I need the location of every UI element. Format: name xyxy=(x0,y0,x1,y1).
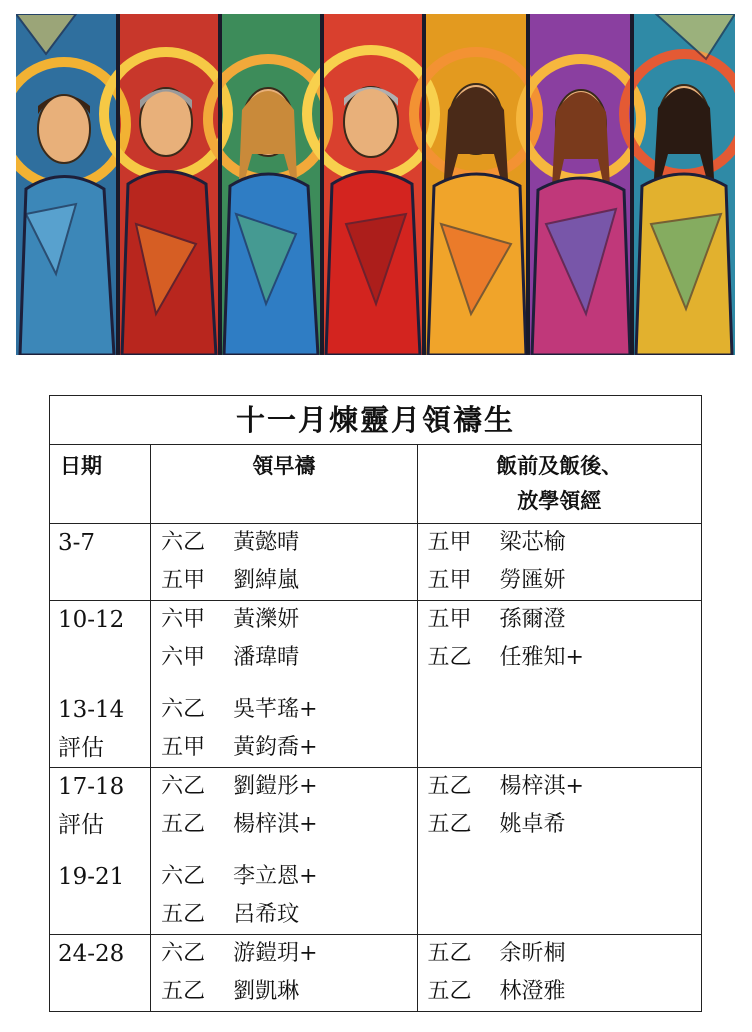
student-name: 吳芊瑤+ xyxy=(233,697,318,722)
student-entry xyxy=(418,524,701,562)
student-name: 黃懿晴 xyxy=(233,530,300,555)
header-date: 日期 xyxy=(50,445,151,524)
student-name: 黃濼妍 xyxy=(233,607,300,632)
student-name: 潘瑋晴 xyxy=(233,645,300,670)
student-name: 梁芯榆 xyxy=(499,530,566,555)
student-name: 楊梓淇+ xyxy=(233,812,318,837)
class-label: 五乙 xyxy=(161,902,206,927)
class-label: 五甲 xyxy=(427,568,472,593)
class-label: 六甲 xyxy=(161,607,206,632)
meal-cell xyxy=(417,768,701,935)
header-meal-line2: 放學領經 xyxy=(517,489,602,513)
student-entry xyxy=(151,729,416,767)
student-name: 呂希玟 xyxy=(233,902,300,927)
header-morning: 領早禱 xyxy=(151,445,417,524)
student-entry xyxy=(151,562,416,600)
date-label: 17-18 xyxy=(58,774,125,800)
table-row xyxy=(50,524,702,601)
morning-cell xyxy=(151,935,417,1012)
date-label: 3-7 xyxy=(58,530,96,556)
header-meal-line1: 飯前及飯後、 xyxy=(496,454,623,478)
meal-cell xyxy=(417,524,701,601)
student-name: 劉凱琳 xyxy=(233,979,300,1004)
student-entry xyxy=(151,935,416,973)
date-cell xyxy=(50,768,151,935)
morning-cell xyxy=(151,524,417,601)
class-label: 五甲 xyxy=(427,607,472,632)
table-row xyxy=(50,601,702,768)
student-name: 勞匯妍 xyxy=(499,568,566,593)
class-label: 六乙 xyxy=(161,941,206,966)
class-label: 五甲 xyxy=(161,568,206,593)
student-entry xyxy=(151,806,416,844)
student-entry xyxy=(151,639,416,677)
student-entry xyxy=(418,601,701,639)
student-entry xyxy=(151,858,416,896)
student-entry xyxy=(151,691,416,729)
student-entry xyxy=(418,639,701,677)
student-entry xyxy=(418,768,701,806)
class-label: 五乙 xyxy=(427,812,472,837)
date-cell xyxy=(50,935,151,1012)
student-name: 劉鎧彤+ xyxy=(233,774,318,799)
student-entry xyxy=(151,973,416,1011)
meal-cell xyxy=(417,601,701,768)
header-meal xyxy=(417,445,701,524)
date-label: 24-28 xyxy=(58,941,125,967)
morning-cell xyxy=(151,601,417,768)
class-label: 六乙 xyxy=(161,864,206,889)
prayer-leader-table xyxy=(49,395,702,1012)
student-entry xyxy=(418,562,701,600)
student-name: 黃鈞喬+ xyxy=(233,735,318,760)
student-name: 劉綽嵐 xyxy=(233,568,300,593)
student-entry xyxy=(151,524,416,562)
date-label: 13-14 xyxy=(58,697,125,723)
student-entry xyxy=(418,935,701,973)
class-label: 五乙 xyxy=(161,979,206,1004)
class-label: 五乙 xyxy=(427,774,472,799)
student-name: 姚卓希 xyxy=(499,812,566,837)
class-label: 五甲 xyxy=(161,735,206,760)
student-name: 游鎧玥+ xyxy=(233,941,318,966)
student-entry xyxy=(418,973,701,1011)
date-label: 19-21 xyxy=(58,864,125,890)
class-label: 六乙 xyxy=(161,774,206,799)
student-entry xyxy=(151,601,416,639)
class-label: 六甲 xyxy=(161,645,206,670)
table-row xyxy=(50,768,702,935)
student-name: 余昕桐 xyxy=(499,941,566,966)
student-entry xyxy=(151,768,416,806)
date-cell xyxy=(50,601,151,768)
class-label: 五甲 xyxy=(427,530,472,555)
student-name: 任雅知+ xyxy=(499,645,584,670)
morning-cell xyxy=(151,768,417,935)
meal-cell xyxy=(417,935,701,1012)
date-cell xyxy=(50,524,151,601)
student-name: 楊梓淇+ xyxy=(499,774,584,799)
student-entry xyxy=(151,896,416,934)
date-label: 10-12 xyxy=(58,607,125,633)
class-label: 六乙 xyxy=(161,697,206,722)
assessment-label: 評估 xyxy=(58,812,104,838)
class-label: 五乙 xyxy=(427,645,472,670)
assessment-label: 評估 xyxy=(58,735,104,761)
student-name: 孫爾澄 xyxy=(499,607,566,632)
student-name: 李立恩+ xyxy=(233,864,318,889)
stained-glass-banner xyxy=(16,14,735,355)
student-name: 林澄雅 xyxy=(499,979,566,1004)
student-entry xyxy=(418,806,701,844)
class-label: 五乙 xyxy=(427,979,472,1004)
table-row xyxy=(50,935,702,1012)
class-label: 六乙 xyxy=(161,530,206,555)
table-title: 十一月煉靈月領禱生 xyxy=(50,396,702,445)
class-label: 五乙 xyxy=(427,941,472,966)
class-label: 五乙 xyxy=(161,812,206,837)
